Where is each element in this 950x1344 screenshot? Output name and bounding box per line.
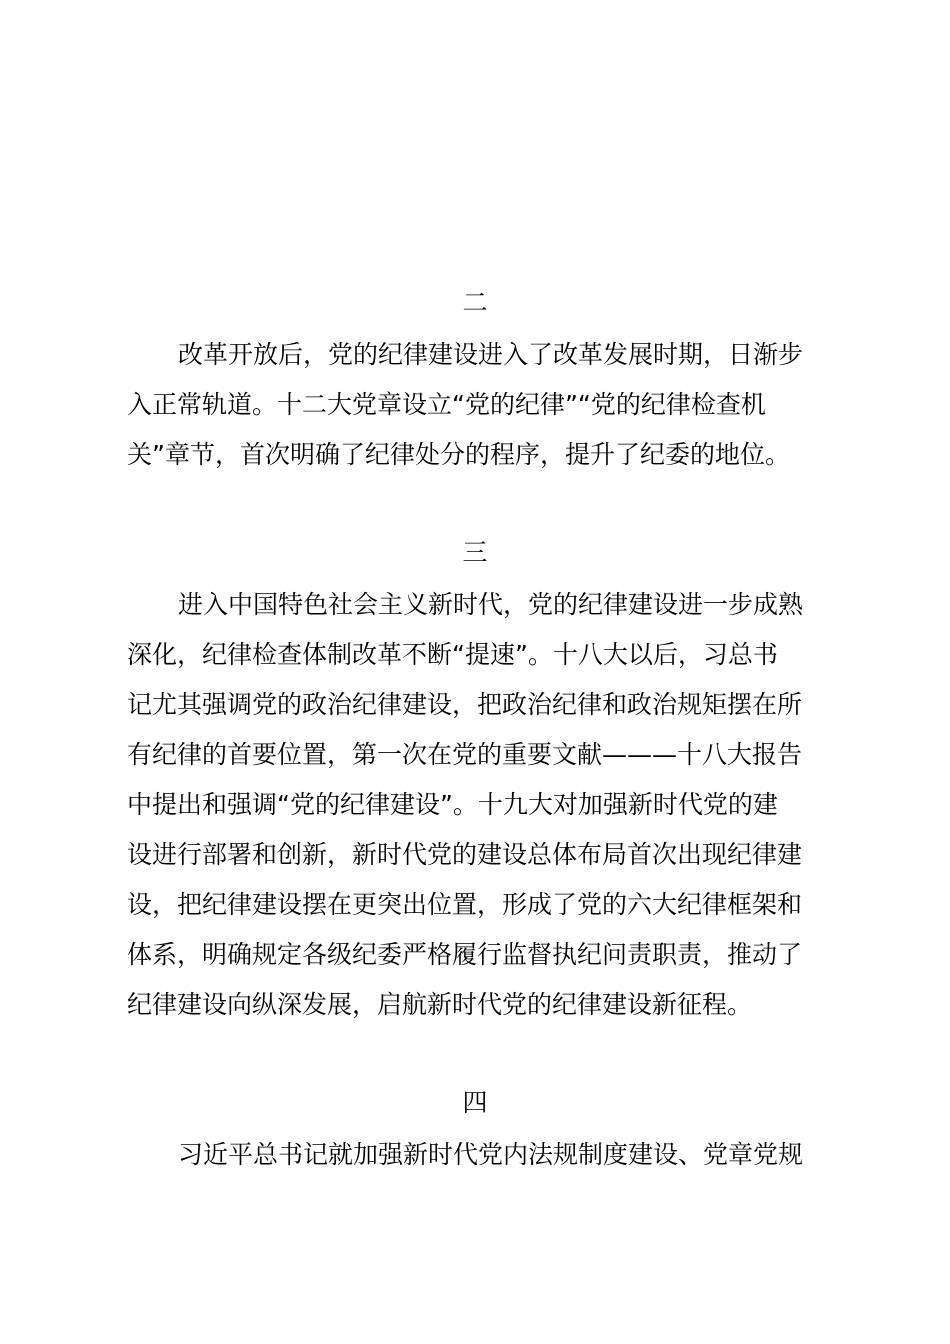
section-heading-3: 三 xyxy=(462,538,488,567)
paragraph-line: 入正常轨道。十二大党章设立“党的纪律”“党的纪律检查机 xyxy=(127,390,766,419)
paragraph-line: 体系，明确规定各级纪委严格履行监督执纪问责职责，推动了 xyxy=(127,940,803,969)
section-heading-2: 二 xyxy=(462,288,488,317)
paragraph-line: 中提出和强调“党的纪律建设”。十九大对加强新时代党的建 xyxy=(127,790,778,819)
paragraph-line: 深化，纪律检查体制改革不断“提速”。十八大以后，习总书 xyxy=(127,640,778,669)
paragraph-line: 记尤其强调党的政治纪律建设，把政治纪律和政治规矩摆在所 xyxy=(127,690,803,719)
paragraph-line: 纪律建设向纵深发展，启航新时代党的纪律建设新征程。 xyxy=(127,990,753,1019)
paragraph-line: 有纪律的首要位置，第一次在党的重要文献———十八大报告 xyxy=(127,740,803,769)
paragraph-line: 设进行部署和创新，新时代党的建设总体布局首次出现纪律建 xyxy=(127,840,803,869)
paragraph-line: 设，把纪律建设摆在更突出位置，形成了党的六大纪律框架和 xyxy=(127,890,803,919)
paragraph-line: 关”章节，首次明确了纪律处分的程序，提升了纪委的地位。 xyxy=(127,440,790,469)
paragraph-line: 改革开放后，党的纪律建设进入了改革发展时期，日渐步 xyxy=(178,340,804,369)
section-heading-4: 四 xyxy=(462,1088,488,1117)
paragraph-line: 进入中国特色社会主义新时代，党的纪律建设进一步成熟 xyxy=(178,590,804,619)
paragraph-line: 习近平总书记就加强新时代党内法规制度建设、党章党规 xyxy=(178,1140,804,1169)
